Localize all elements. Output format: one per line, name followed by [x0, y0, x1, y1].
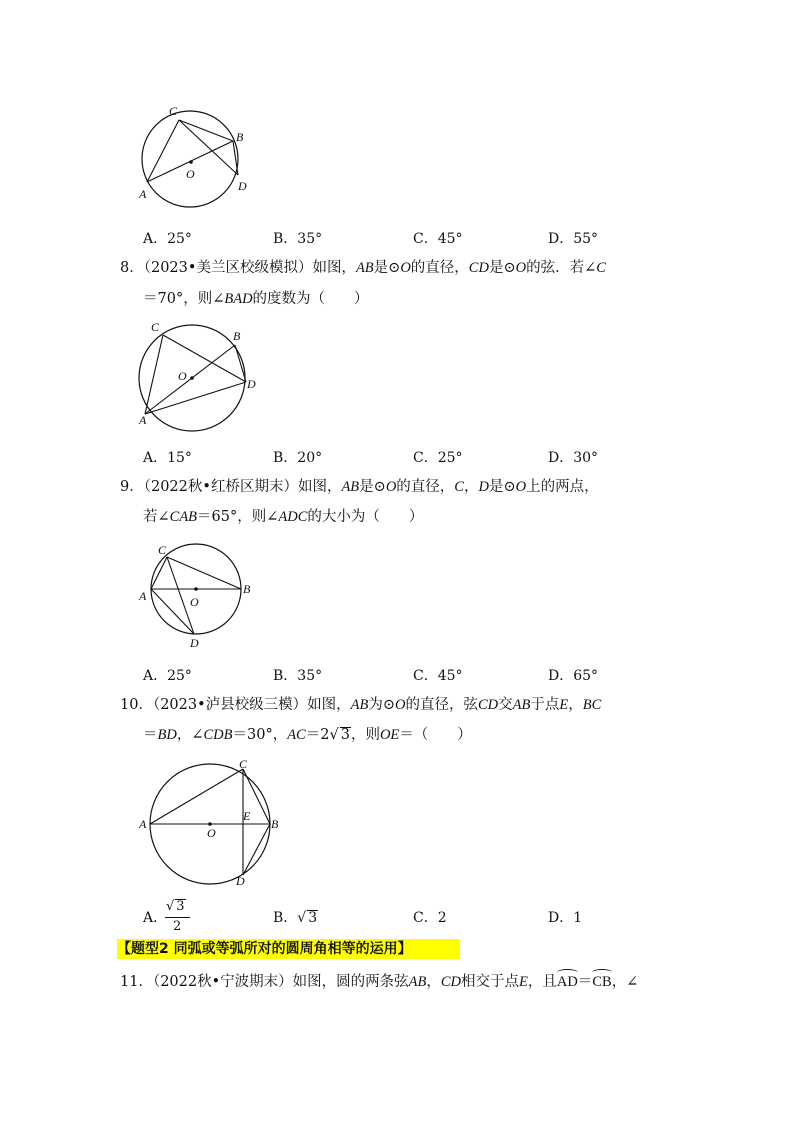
options-q7 — [143, 228, 663, 248]
point-label: A — [139, 589, 147, 603]
option-d[interactable]: D．55° — [548, 231, 599, 247]
options-q8 — [143, 447, 663, 467]
point-label: C — [151, 320, 160, 334]
point-label: A — [139, 187, 147, 201]
point-label: O — [178, 369, 187, 383]
point-label: B — [271, 817, 279, 831]
option-a[interactable]: A．25° — [143, 231, 192, 247]
option-d[interactable]: D．30° — [548, 450, 599, 466]
options-q9 — [143, 665, 663, 685]
arc-cb: CB — [592, 974, 612, 990]
option-c[interactable]: C．45° — [413, 668, 463, 684]
figure-q7 — [135, 100, 260, 215]
point-label: B — [236, 130, 244, 144]
point-label: O — [186, 167, 195, 181]
question-8-line2: ＝70°，则∠BAD的度数为（ ） — [143, 291, 369, 307]
radicand: 3 — [176, 899, 185, 914]
options-q10 — [143, 907, 663, 937]
option-c[interactable]: C．45° — [413, 231, 463, 247]
option-b[interactable]: B．35° — [273, 668, 323, 684]
option-c[interactable]: C．25° — [413, 450, 463, 466]
figure-q8 — [135, 318, 265, 438]
radicand: 3 — [340, 727, 350, 743]
radicand: 3 — [308, 910, 318, 926]
question-9-line1: 9．（2022秋•红桥区期末）如图，AB是⊙O的直径，C，D是⊙O上的两点， — [120, 479, 599, 495]
option-b[interactable]: B．√ 3 — [273, 910, 318, 926]
point-label: C — [239, 757, 248, 771]
option-b[interactable]: B．20° — [273, 450, 323, 466]
point-label: B — [243, 582, 251, 596]
question-10-line1: 10．（2023•泸县校级三模）如图，AB为⊙O的直径，弦CD交AB于点E，BC — [120, 697, 602, 713]
point-label: O — [190, 595, 199, 609]
arc-ad: AD — [556, 974, 578, 990]
fraction-option-a: √ 3 2 — [160, 899, 196, 933]
point-label: O — [207, 826, 216, 840]
question-8-line1: 8．（2023•美兰区校级模拟）如图，AB是⊙O的直径，CD是⊙O的弦．若∠C — [120, 260, 606, 276]
option-d[interactable]: D．1 — [548, 910, 583, 926]
question-10-line2: ＝BD，∠CDB＝30°，AC＝2√ 3，则OE＝（ ） — [143, 727, 472, 743]
option-a[interactable]: A．15° — [143, 450, 192, 466]
figure-q9 — [135, 540, 265, 652]
point-label: C — [169, 104, 178, 118]
option-b[interactable]: B．35° — [273, 231, 323, 247]
option-a[interactable]: A． — [143, 910, 168, 926]
point-label: B — [233, 329, 241, 343]
point-label: D — [247, 377, 256, 391]
point-label: D — [190, 636, 199, 650]
point-label: A — [139, 817, 147, 831]
question-11-line1: 11．（2022秋•宁波期末）如图，圆的两条弦AB，CD相交于点E，且AD＝CB，∠ — [120, 974, 639, 990]
figure-q10 — [135, 755, 295, 890]
point-label: A — [139, 413, 147, 427]
option-c[interactable]: C．2 — [413, 910, 447, 926]
option-a[interactable]: A．25° — [143, 668, 192, 684]
option-d[interactable]: D．65° — [548, 668, 599, 684]
point-label: D — [236, 874, 245, 888]
question-9-line2: 若∠CAB＝65°，则∠ADC的大小为（ ） — [143, 509, 424, 525]
point-label: E — [243, 809, 251, 823]
point-label: C — [158, 543, 167, 557]
point-label: D — [238, 179, 247, 193]
section-heading: 【题型2 同弧或等弧所对的圆周角相等的运用】 — [117, 939, 460, 959]
